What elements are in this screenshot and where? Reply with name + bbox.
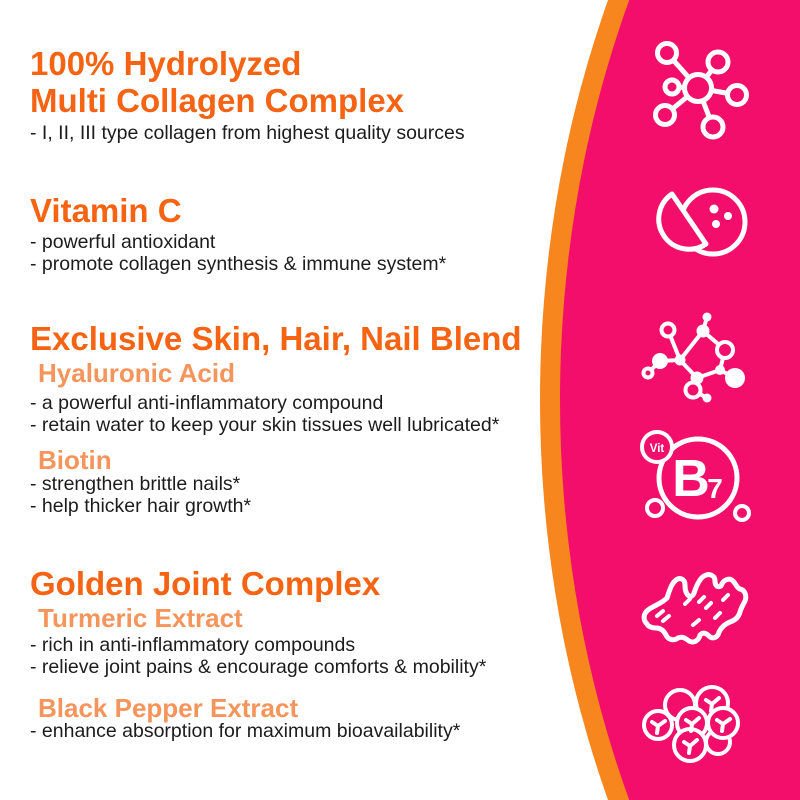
- heading-line: 100% Hydrolyzed: [30, 45, 302, 82]
- bullet-retain-water: - retain water to keep your skin tissues well lubricated*: [30, 414, 500, 436]
- b7-subscript: 7: [707, 473, 723, 504]
- heading-multi-collagen-complex: [30, 45, 404, 119]
- black-pepper-icon: [640, 686, 772, 770]
- subheading-biotin: Biotin: [38, 445, 112, 475]
- bullet-collagen-synthesis: - promote collagen synthesis & immune system*: [30, 253, 447, 275]
- heading-skin-hair-nail-blend: Exclusive Skin, Hair, Nail Blend: [30, 320, 522, 357]
- collagen-molecule-icon: [648, 36, 752, 140]
- bullet-anti-inflammatory: - a powerful anti-inflammatory compound: [30, 392, 384, 414]
- turmeric-root-icon: [633, 570, 773, 682]
- bullet-relieve-joint-pains: - relieve joint pains & encourage comforts & mobility*: [30, 656, 487, 678]
- bullet-rich-compounds: - rich in anti-inflammatory compounds: [30, 634, 356, 656]
- hyaluronic-molecule-icon: [633, 305, 785, 410]
- subheading-hyaluronic-acid: Hyaluronic Acid: [38, 358, 235, 388]
- bullet-enhance-absorption: - enhance absorption for maximum bioavailability*: [30, 720, 461, 742]
- vitamin-b7-icon: [636, 426, 758, 528]
- bullet-hair-growth: - help thicker hair growth*: [30, 495, 252, 517]
- heading-line: Multi Collagen Complex: [30, 82, 405, 119]
- vitamin-c-orange-icon: [638, 182, 756, 260]
- bullet-antioxidant: - powerful antioxidant: [30, 231, 216, 253]
- subheading-turmeric-extract: Turmeric Extract: [38, 603, 243, 633]
- heading-vitamin-c: Vitamin C: [30, 192, 182, 229]
- heading-golden-joint-complex: Golden Joint Complex: [30, 565, 381, 602]
- b7-vit-label: Vit: [649, 443, 665, 455]
- bullet-strengthen-nails: - strengthen brittle nails*: [30, 473, 241, 495]
- bullet-collagen-types: - I, II, III type collagen from highest quality sources: [30, 122, 465, 144]
- b7-letter: B: [672, 450, 710, 508]
- subheading-black-pepper-extract: Black Pepper Extract: [38, 693, 299, 723]
